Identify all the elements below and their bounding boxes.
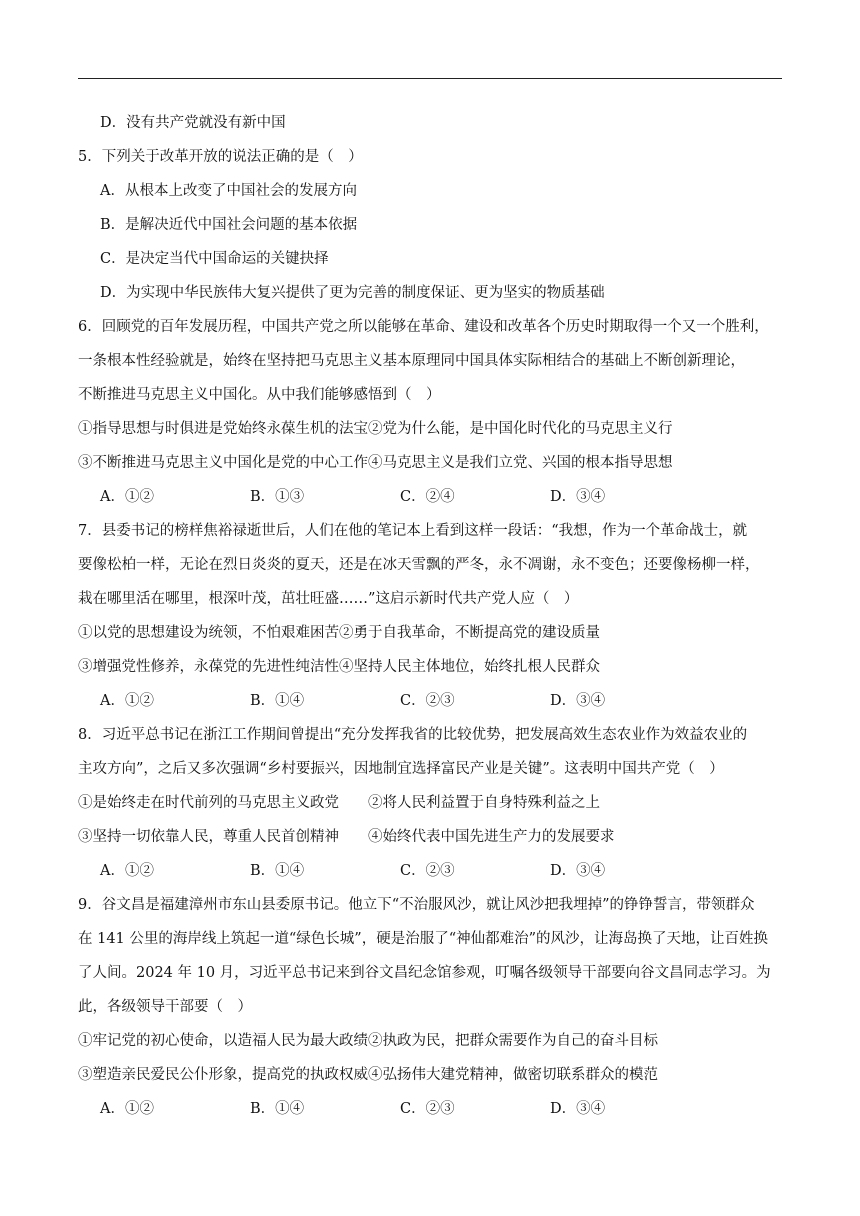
question-6 xyxy=(78,310,782,514)
question-7 xyxy=(78,514,782,718)
q9-statement: ①牢记党的初心使命，以造福人民为最大政绩②执政为民，把群众需要作为自己的奋斗目标 xyxy=(78,1033,658,1049)
document-body xyxy=(78,106,782,1126)
q9-statement: ③塑造亲民爱民公仆形象，提高党的执政权威④弘扬伟大建党精神，做密切联系群众的模范 xyxy=(78,1067,658,1083)
q7-choices xyxy=(78,684,782,718)
q9-choice-a: A．①② xyxy=(100,1101,154,1117)
q9-choice-c: C．②③ xyxy=(400,1101,455,1117)
q6-choice-d: D．③④ xyxy=(550,489,606,505)
q8-stem-line: 8．习近平总书记在浙江工作期间曾提出“充分发挥我省的比较优势，把发展高效生态农业作为效益农业的 xyxy=(78,727,748,743)
q9-stem-line: 9．谷文昌是福建漳州市东山县委原书记。他立下“不治服风沙，就让风沙把我埋掉”的铮铮誓言，带领群众 xyxy=(78,897,755,913)
question-9 xyxy=(78,888,782,1126)
q8-choice-a: A．①② xyxy=(100,863,154,879)
q9-stem-line: 此，各级领导干部要（ ） xyxy=(78,999,252,1015)
q9-stem-line: 在 141 公里的海岸线上筑起一道“绿色长城”，硬是治服了“神仙都难治”的风沙，让海岛换了天地，让百姓换 xyxy=(78,931,769,947)
q8-statement: ①是始终走在时代前列的马克思主义政党 ②将人民利益置于自身特殊利益之上 xyxy=(78,795,600,811)
q5-stem: 5．下列关于改革开放的说法正确的是（ ） xyxy=(78,149,363,165)
q9-choice-d: D．③④ xyxy=(550,1101,606,1117)
q7-statement: ③增强党性修养，永葆党的先进性纯洁性④坚持人民主体地位，始终扎根人民群众 xyxy=(78,659,600,675)
q8-choice-c: C．②③ xyxy=(400,863,455,879)
q8-choice-b: B．①④ xyxy=(250,863,305,879)
header-rule xyxy=(78,78,782,79)
question-8 xyxy=(78,718,782,888)
q5-option-d: D．为实现中华民族伟大复兴提供了更为完善的制度保证、更为坚实的物质基础 xyxy=(100,285,605,301)
q6-choices xyxy=(78,480,782,514)
q7-stem-line: 要像松柏一样，无论在烈日炎炎的夏天，还是在冰天雪飘的严冬，永不凋谢，永不变色；还要像杨柳一样， xyxy=(78,557,760,573)
q6-stem-line: 6．回顾党的百年发展历程，中国共产党之所以能够在革命、建设和改革各个历史时期取得一个又一个胜利， xyxy=(78,319,769,335)
q8-choices xyxy=(78,854,782,888)
q7-choice-d: D．③④ xyxy=(550,693,606,709)
q8-statement: ③坚持一切依靠人民，尊重人民首创精神 ④始终代表中国先进生产力的发展要求 xyxy=(78,829,615,845)
q7-stem-line: 栽在哪里活在哪里，根深叶茂，茁壮旺盛……”这启示新时代共产党人应（ ） xyxy=(78,591,579,607)
q7-choice-a: A．①② xyxy=(100,693,154,709)
question-5 xyxy=(78,140,782,310)
q9-choice-b: B．①④ xyxy=(250,1101,305,1117)
q4-option-d: D．没有共产党就没有新中国 xyxy=(100,115,286,131)
q6-choice-b: B．①③ xyxy=(250,489,305,505)
q7-statement: ①以党的思想建设为统领，不怕艰难困苦②勇于自我革命，不断提高党的建设质量 xyxy=(78,625,600,641)
q5-option-b: B．是解决近代中国社会问题的基本依据 xyxy=(100,217,358,233)
q6-stem-line: 一条根本性经验就是，始终在坚持把马克思主义基本原理同中国具体实际相结合的基础上不断创新理论， xyxy=(78,353,745,369)
q9-stem-line: 了人间。2024 年 10 月，习近平总书记来到谷文昌纪念馆参观，叮嘱各级领导干部要向谷文昌同志学习。为 xyxy=(78,965,771,981)
q6-stem-line: 不断推进马克思主义中国化。从中我们能够感悟到（ ） xyxy=(78,387,441,403)
q7-choice-b: B．①④ xyxy=(250,693,305,709)
q9-choices xyxy=(78,1092,782,1126)
q6-choice-a: A．①② xyxy=(100,489,154,505)
q6-statement: ①指导思想与时俱进是党始终永葆生机的法宝②党为什么能，是中国化时代化的马克思主义行 xyxy=(78,421,673,437)
q8-choice-d: D．③④ xyxy=(550,863,606,879)
q8-stem-line: 主攻方向”，之后又多次强调“乡村要振兴，因地制宜选择富民产业是关键”。这表明中国共产党（ ） xyxy=(78,761,724,777)
q5-option-a: A．从根本上改变了中国社会的发展方向 xyxy=(100,183,357,199)
q6-choice-c: C．②④ xyxy=(400,489,455,505)
q7-stem-line: 7．县委书记的榜样焦裕禄逝世后，人们在他的笔记本上看到这样一段话：“我想，作为一个革命战士，就 xyxy=(78,523,748,539)
q7-choice-c: C．②③ xyxy=(400,693,455,709)
q6-statement: ③不断推进马克思主义中国化是党的中心工作④马克思主义是我们立党、兴国的根本指导思想 xyxy=(78,455,673,471)
q5-option-c: C．是决定当代中国命运的关键抉择 xyxy=(100,251,329,267)
